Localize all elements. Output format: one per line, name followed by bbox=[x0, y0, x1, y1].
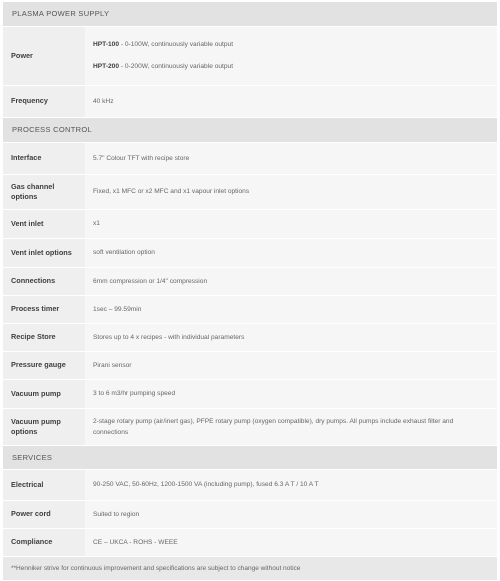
spec-value: 90-250 VAC, 50-60Hz, 1200-1500 VA (including pump), fused 6.3 A T / 10 A T bbox=[85, 469, 497, 500]
footnote: **Henniker strive for continuous improvement and specifications are subject to change without notice bbox=[3, 556, 497, 580]
spec-label: Process timer bbox=[3, 295, 85, 323]
section-header-row bbox=[3, 117, 497, 142]
spec-label: Interface bbox=[3, 142, 85, 174]
spec-value: Fixed, x1 MFC or x2 MFC and x1 vapour inlet options bbox=[85, 174, 497, 209]
spec-row-vacuum-pump-options bbox=[3, 408, 497, 445]
spec-value: Pirani sensor bbox=[85, 351, 497, 379]
power-line bbox=[93, 61, 489, 72]
spec-row-frequency bbox=[3, 85, 497, 117]
spec-row-gas-channel bbox=[3, 174, 497, 209]
model-name: HPT-100 bbox=[93, 41, 120, 48]
spec-row-compliance bbox=[3, 528, 497, 556]
spec-label: Compliance bbox=[3, 528, 85, 556]
spec-label: Electrical bbox=[3, 469, 85, 500]
spec-row-pressure-gauge bbox=[3, 351, 497, 379]
section-title-plasma-power-supply: PLASMA POWER SUPPLY bbox=[3, 2, 497, 26]
specifications-table bbox=[3, 2, 497, 581]
spec-value: 3 to 6 m3/hr pumping speed bbox=[85, 379, 497, 408]
spec-value bbox=[85, 26, 497, 85]
spec-label: Power bbox=[3, 26, 85, 85]
spec-row-power bbox=[3, 26, 497, 85]
spec-label: Pressure gauge bbox=[3, 351, 85, 379]
model-name: HPT-200 bbox=[93, 63, 120, 70]
spec-label: Power cord bbox=[3, 500, 85, 528]
spec-label: Frequency bbox=[3, 85, 85, 117]
spec-value: Suited to region bbox=[85, 500, 497, 528]
spec-value: soft ventilation option bbox=[85, 238, 497, 267]
spec-row-vent-inlet bbox=[3, 209, 497, 238]
spec-row-electrical bbox=[3, 469, 497, 500]
section-title-process-control: PROCESS CONTROL bbox=[3, 117, 497, 142]
spec-value: x1 bbox=[85, 209, 497, 238]
spec-label: Vacuum pump options bbox=[3, 408, 85, 445]
spec-label: Recipe Store bbox=[3, 323, 85, 351]
spec-label: Vent inlet bbox=[3, 209, 85, 238]
spec-row-process-timer bbox=[3, 295, 497, 323]
spec-value: 1sec – 99.59min bbox=[85, 295, 497, 323]
spec-row-vacuum-pump bbox=[3, 379, 497, 408]
spec-row-recipe-store bbox=[3, 323, 497, 351]
section-header-row bbox=[3, 445, 497, 469]
model-description: - 0-200W, continuously variable output bbox=[119, 63, 234, 70]
section-title-services: SERVICES bbox=[3, 445, 497, 469]
footnote-row bbox=[3, 556, 497, 580]
spec-value: 40 kHz bbox=[85, 85, 497, 117]
spec-label: Connections bbox=[3, 267, 85, 295]
section-header-row bbox=[3, 2, 497, 26]
spec-row-power-cord bbox=[3, 500, 497, 528]
spec-value: 6mm compression or 1/4" compression bbox=[85, 267, 497, 295]
spec-label: Vent inlet options bbox=[3, 238, 85, 267]
spec-row-interface bbox=[3, 142, 497, 174]
spec-value: Stores up to 4 x recipes - with individual parameters bbox=[85, 323, 497, 351]
spec-row-connections bbox=[3, 267, 497, 295]
power-line bbox=[93, 39, 489, 50]
spec-label: Vacuum pump bbox=[3, 379, 85, 408]
spec-row-vent-inlet-options bbox=[3, 238, 497, 267]
spec-label: Gas channel options bbox=[3, 174, 85, 209]
spec-value: 2-stage rotary pump (air/inert gas), PFPE rotary pump (oxygen compatible), dry pumps. All pumps include exhaust filter and connections bbox=[85, 408, 497, 445]
spec-value: CE – UKCA - ROHS - WEEE bbox=[85, 528, 497, 556]
spec-value: 5.7" Colour TFT with recipe store bbox=[85, 142, 497, 174]
model-description: - 0-100W, continuously variable output bbox=[119, 41, 234, 48]
